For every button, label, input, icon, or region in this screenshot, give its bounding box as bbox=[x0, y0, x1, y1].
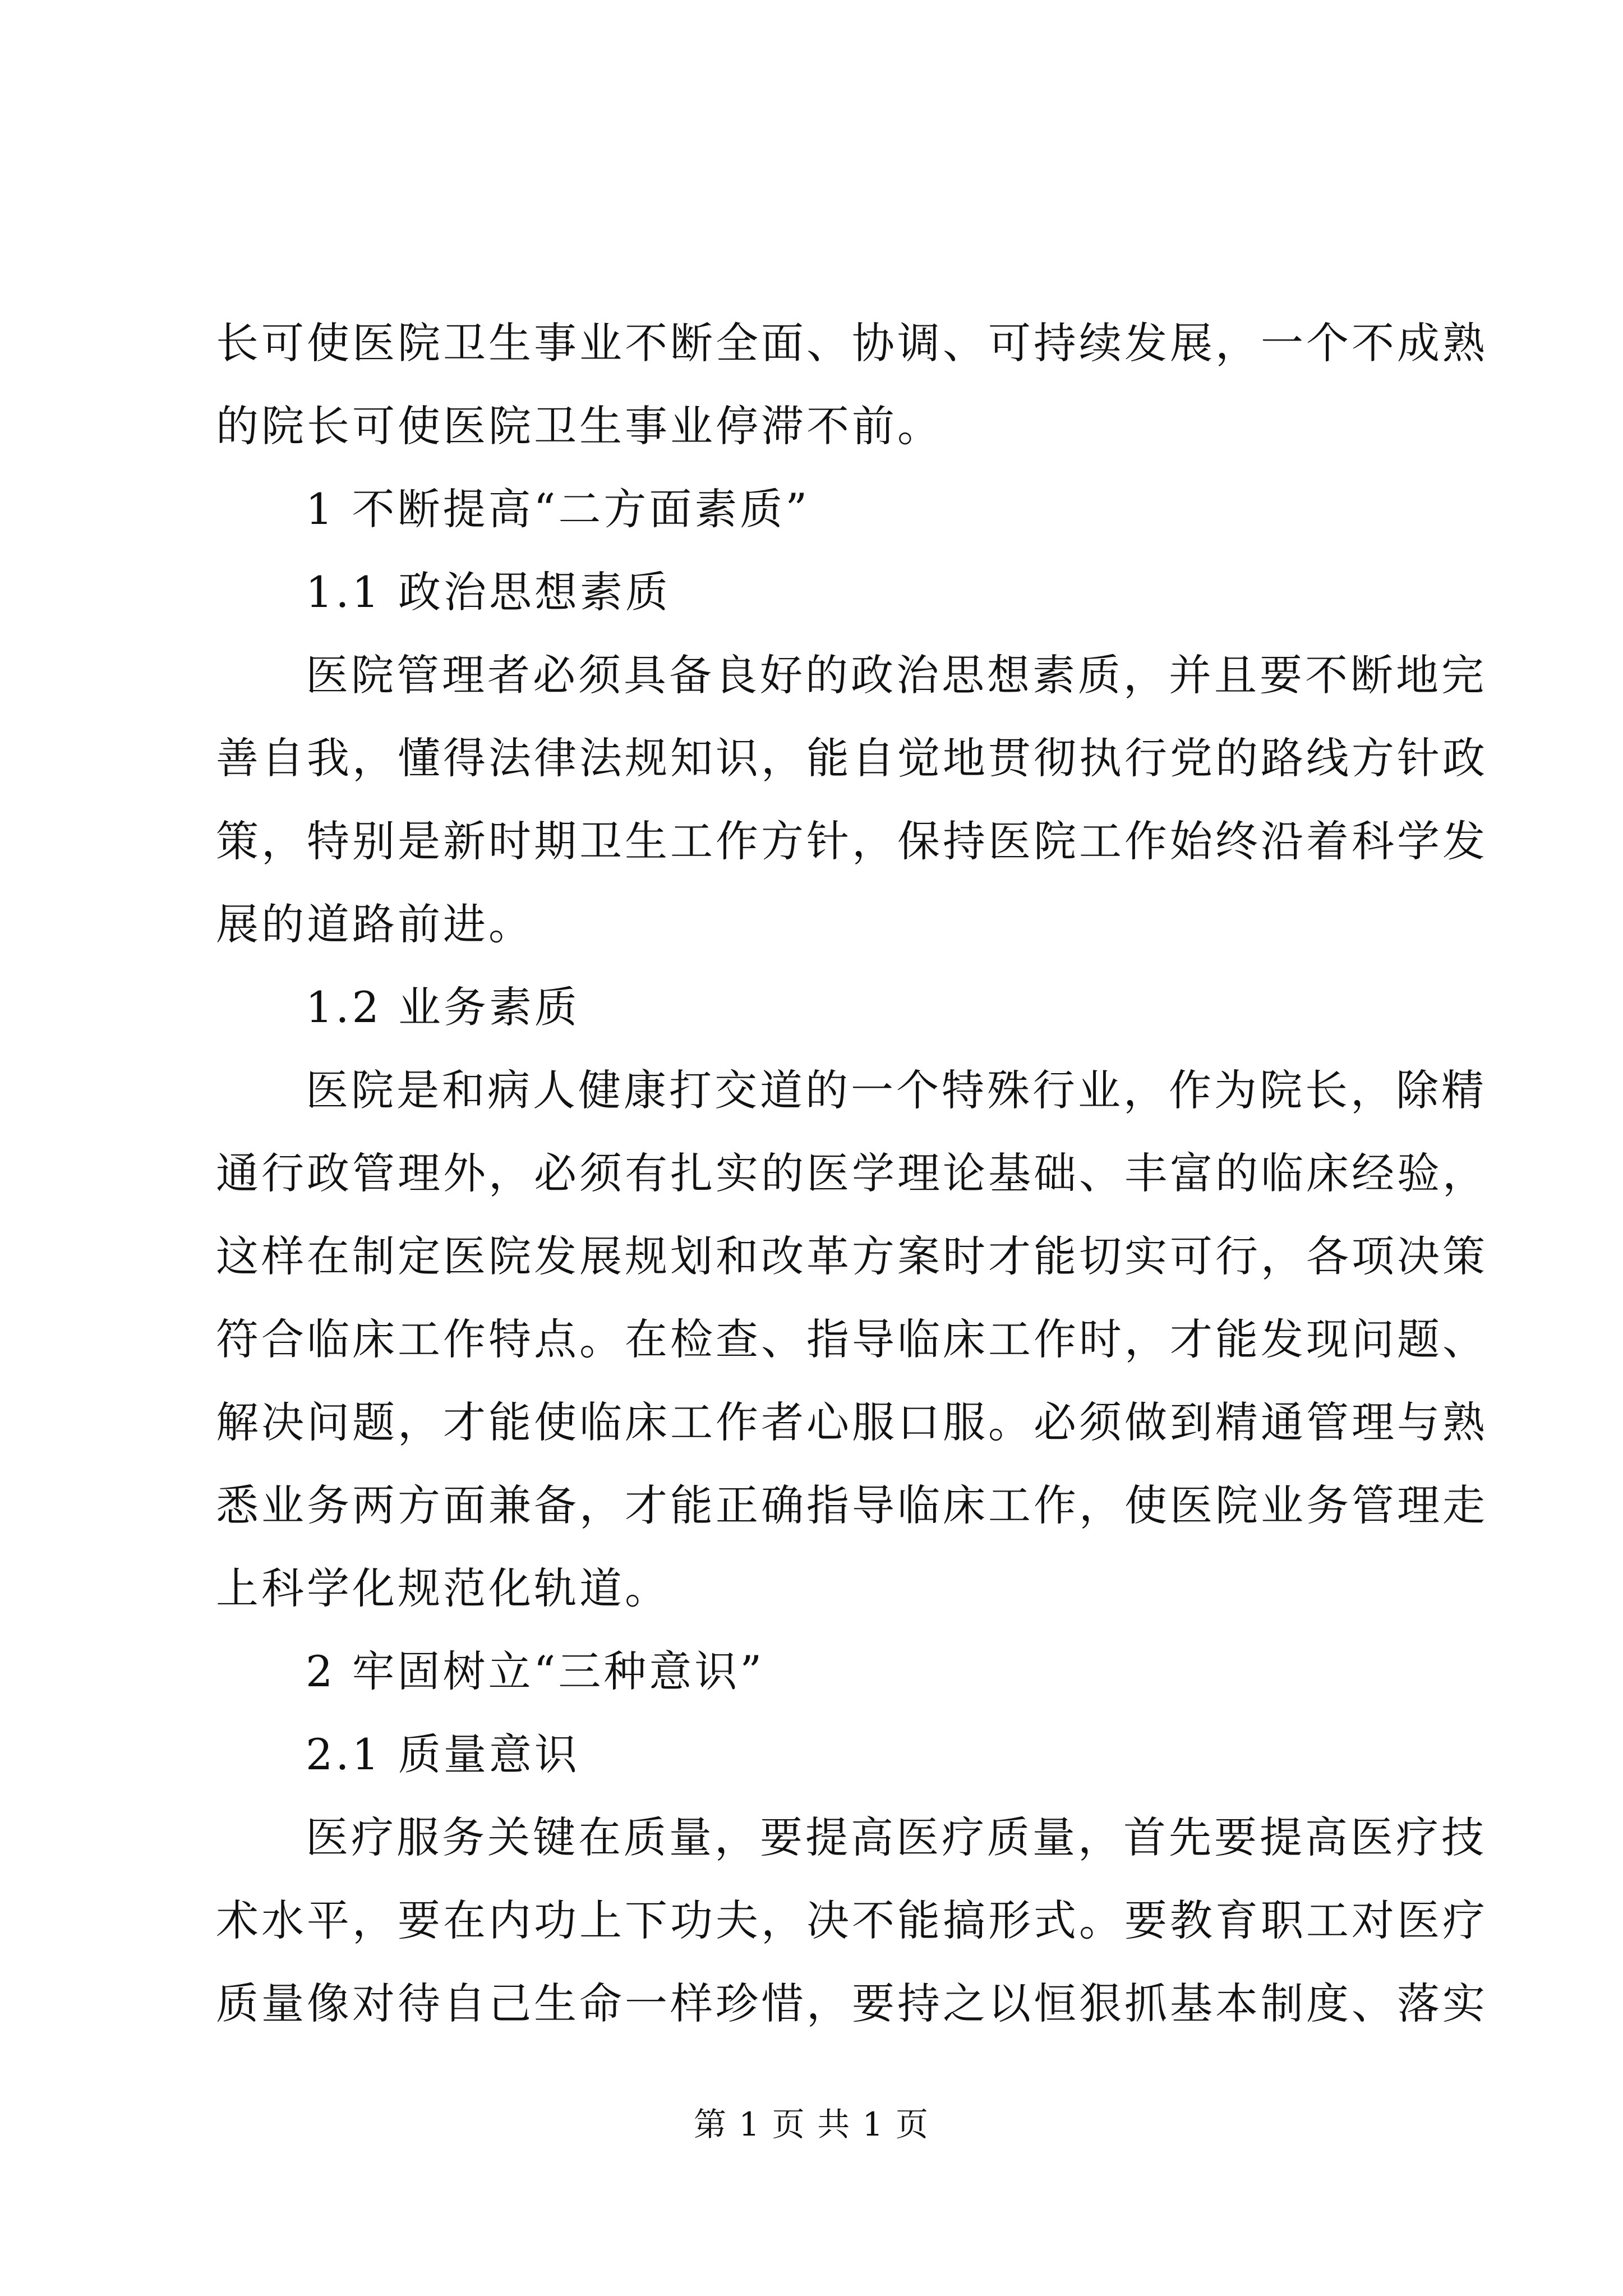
body-line: 医疗服务关键在质量，要提高医疗质量，首先要提高医疗技 bbox=[306, 1812, 1487, 1862]
body-line: 术水平，要在内功上下功夫，决不能搞形式。要教育职工对医疗 bbox=[216, 1895, 1488, 1945]
body-line: 医院管理者必须具备良好的政治思想素质，并且要不断地完 bbox=[306, 650, 1487, 700]
body-line: 通行政管理外，必须有扎实的医学理论基础、丰富的临床经验， bbox=[216, 1148, 1488, 1198]
document-body bbox=[216, 302, 1488, 2045]
body-line: 上科学化规范化轨道。 bbox=[216, 1563, 670, 1613]
body-line: 的院长可使医院卫生事业停滞不前。 bbox=[216, 401, 943, 451]
body-line: 展的道路前进。 bbox=[216, 899, 534, 949]
body-line: 质量像对待自己生命一样珍惜，要持之以恒狠抓基本制度、落实 bbox=[216, 1978, 1488, 2028]
page-number-footer: 第 1 页 共 1 页 bbox=[694, 2105, 929, 2143]
body-line: 悉业务两方面兼备，才能正确指导临床工作，使医院业务管理走 bbox=[216, 1480, 1488, 1530]
body-line: 善自我，懂得法律法规知识，能自觉地贯彻执行党的路线方针政 bbox=[216, 733, 1488, 783]
body-line: 符合临床工作特点。在检查、指导临床工作时，才能发现问题、 bbox=[216, 1314, 1488, 1364]
body-line: 长可使医院卫生事业不断全面、协调、可持续发展，一个不成熟 bbox=[216, 318, 1488, 368]
section-heading: 1 不断提高“二方面素质” bbox=[306, 484, 810, 534]
subsection-heading: 1.2 业务素质 bbox=[306, 982, 580, 1032]
body-line: 这样在制定医院发展规划和改革方案时才能切实可行，各项决策 bbox=[216, 1231, 1488, 1281]
section-heading: 2 牢固树立“三种意识” bbox=[306, 1646, 765, 1696]
subsection-heading: 1.1 政治思想素质 bbox=[306, 567, 671, 617]
subsection-heading: 2.1 质量意识 bbox=[306, 1729, 580, 1779]
body-line: 解决问题，才能使临床工作者心服口服。必须做到精通管理与熟 bbox=[216, 1397, 1488, 1447]
body-line: 医院是和病人健康打交道的一个特殊行业，作为院长，除精 bbox=[306, 1065, 1487, 1115]
body-line: 策，特别是新时期卫生工作方针，保持医院工作始终沿着科学发 bbox=[216, 816, 1488, 866]
